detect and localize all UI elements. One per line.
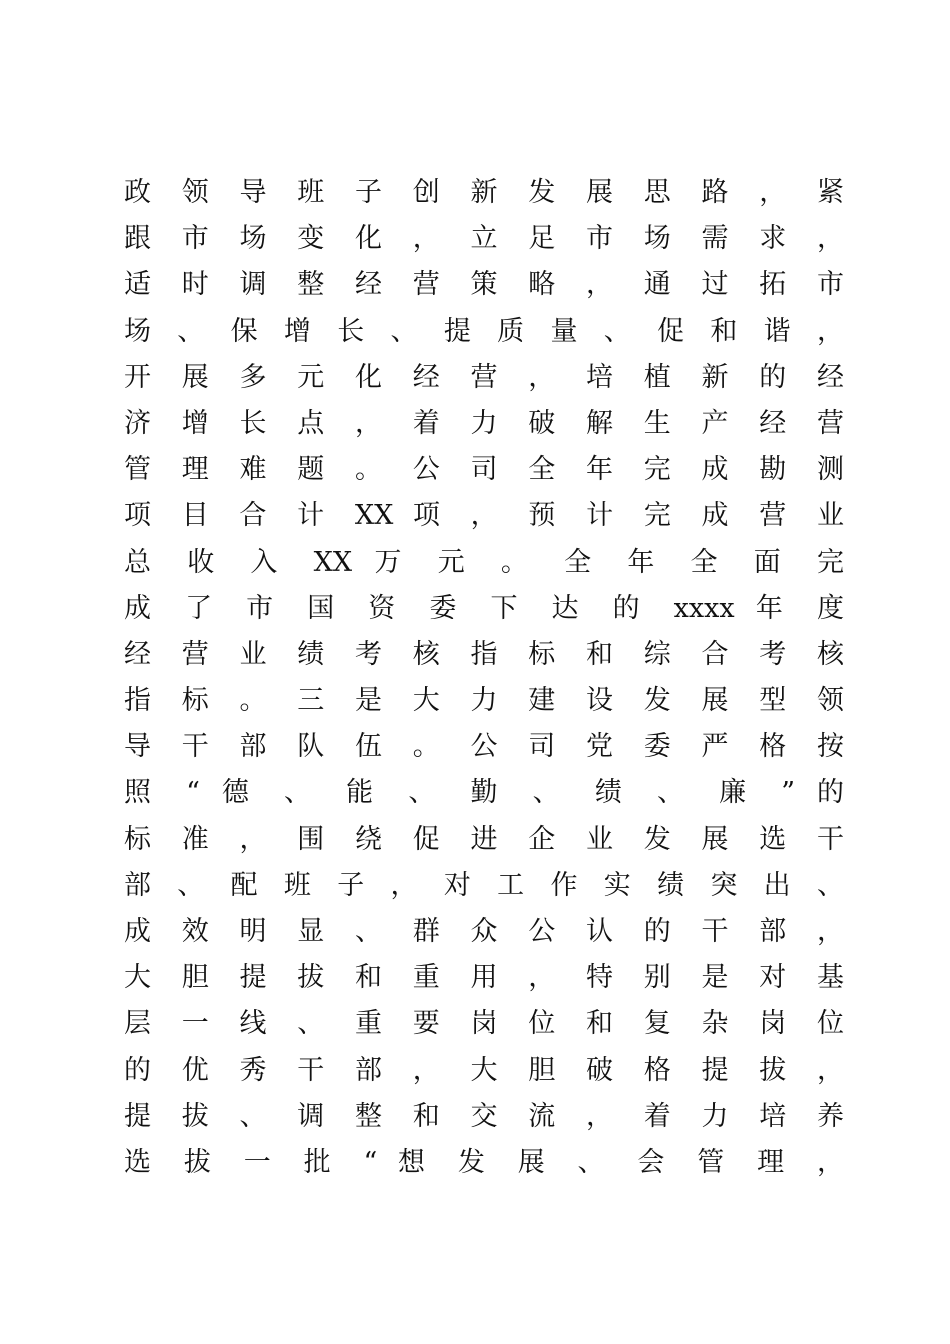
text-line: 大 胆 提 拔 和 重 用 ， 特 别 是 对 基	[124, 962, 844, 994]
text-line: 的 优 秀 干 部 ， 大 胆 破 格 提 拔 ，	[124, 1054, 844, 1086]
text-line: 照 “ 德 、 能 、 勤 、 绩 、 廉 ” 的	[124, 777, 844, 809]
text-line: 指 标 。 三 是 大 力 建 设 发 展 型 领	[124, 685, 844, 717]
text-line: 成 效 明 显 、 群 众 公 认 的 干 部 ，	[124, 916, 844, 947]
text-line: 选 拔 一 批 “ 想 发 展 、 会 管 理 ，	[124, 1146, 844, 1178]
text-line: 标 准 ， 围 绕 促 进 企 业 发 展 选 干	[124, 823, 844, 855]
text-line: 跟 市 场 变 化 ， 立 足 市 场 需 求 ，	[124, 223, 844, 255]
text-line: 项 目 合 计 XX 项 ， 预 计 完 成 营 业	[124, 500, 844, 532]
text-line: 导 干 部 队 伍 。 公 司 党 委 严 格 按	[124, 731, 844, 763]
text-line: 开 展 多 元 化 经 营 ， 培 植 新 的 经	[124, 361, 844, 393]
text-line: 管 理 难 题 。 公 司 全 年 完 成 勘 测	[124, 454, 844, 486]
text-line: 总 收 入 XX 万 元 。 全 年 全 面 完	[124, 546, 844, 578]
text-line: 经 营 业 绩 考 核 指 标 和 综 合 考 核	[124, 638, 844, 670]
text-line: 层 一 线 、 重 要 岗 位 和 复 杂 岗 位	[124, 1008, 844, 1040]
text-line: 政 领 导 班 子 创 新 发 展 思 路 ， 紧	[124, 177, 844, 208]
text-line: 部 、 配 班 子 ， 对 工 作 实 绩 突 出 、	[124, 869, 844, 901]
text-line: 场 、 保 增 长 、 提 质 量 、 促 和 谐 ，	[124, 315, 844, 347]
text-line: 适 时 调 整 经 营 策 略 ， 通 过 拓 市	[124, 269, 844, 301]
body-text	[124, 170, 844, 1186]
text-line: 提 拔 、 调 整 和 交 流 ， 着 力 培 养	[124, 1100, 844, 1132]
text-line: 济 增 长 点 ， 着 力 破 解 生 产 经 营	[124, 407, 844, 439]
text-line: 成 了 市 国 资 委 下 达 的 xxxx 年 度	[124, 592, 844, 624]
